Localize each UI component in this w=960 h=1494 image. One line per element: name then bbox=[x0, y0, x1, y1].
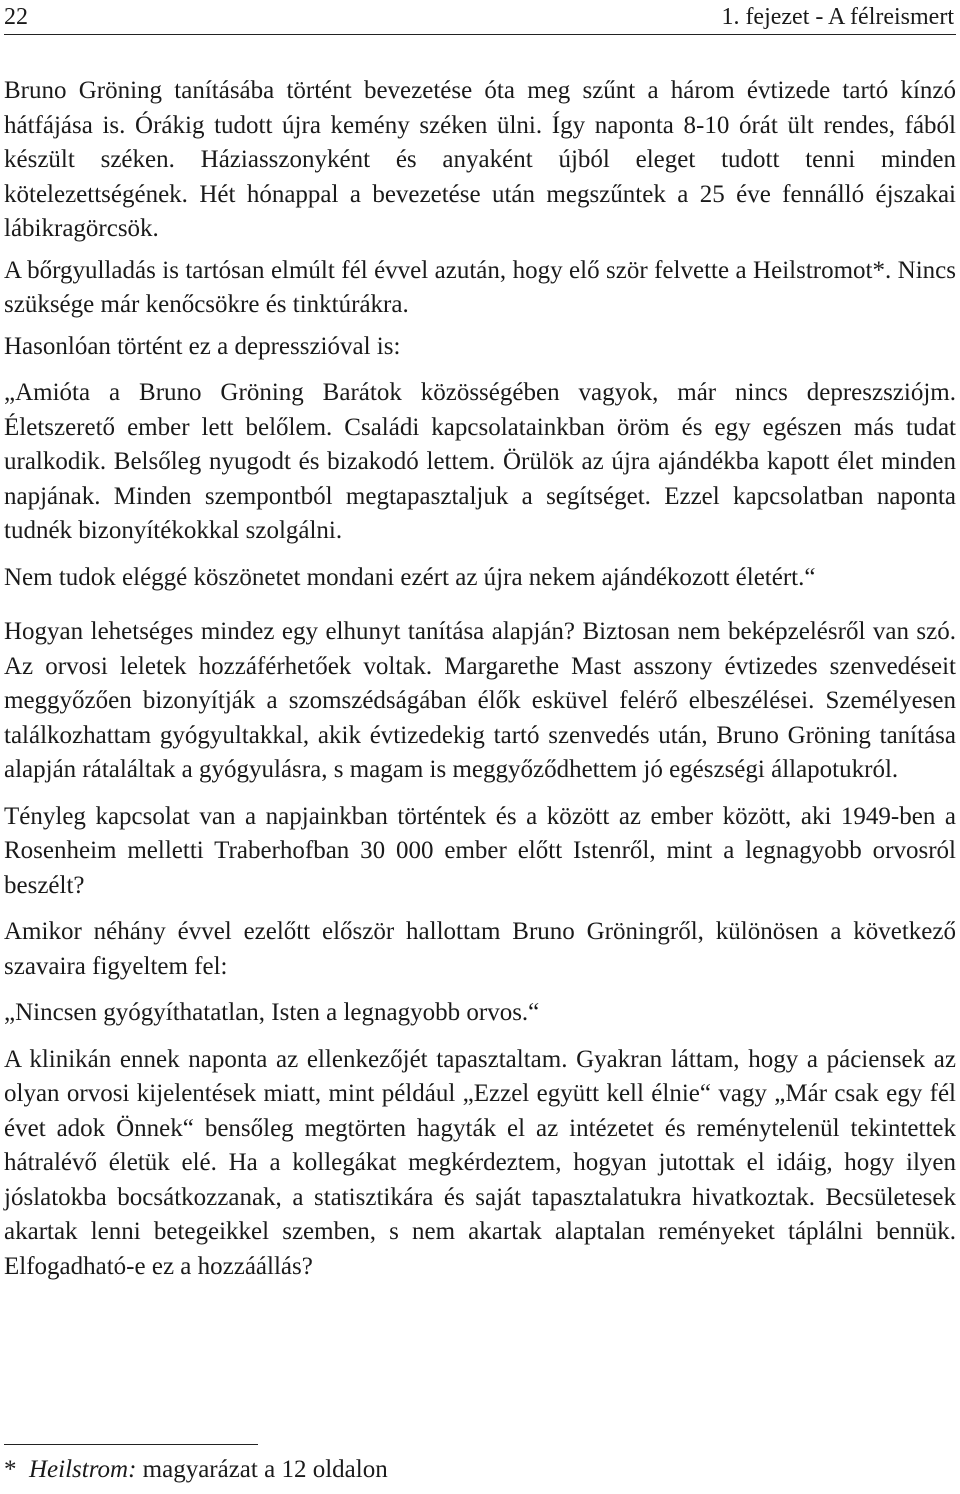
quote-testimony-end: Nem tudok eléggé köszönetet mondani ezért az újra nekem ajándékozott életért.“ bbox=[4, 563, 816, 591]
paragraph-first-heard: Amikor néhány évvel ezelőtt először hallottam Bruno Gröningről, különösen a következő szavaira figyeltem fel: bbox=[4, 918, 956, 980]
body-text bbox=[4, 74, 956, 1291]
paragraph-depression-intro: Hasonlóan történt ez a depresszióval is: bbox=[4, 332, 401, 360]
footnote-marker: * bbox=[4, 1456, 17, 1483]
footnote-text: magyarázat a 12 oldalon bbox=[142, 1456, 388, 1483]
footnote-term: Heilstrom: bbox=[29, 1456, 137, 1483]
paragraph-skin-inflammation: A bőrgyulladás is tartósan elmúlt fél évvel azután, hogy elő ször felvette a Heilstromot*. Nincs szüksége már kenőcsökre és tinktúrákra. bbox=[4, 256, 956, 318]
quote-god-doctor: „Nincsen gyógyíthatatlan, Isten a legnagyobb orvos.“ bbox=[4, 999, 540, 1026]
quote-testimony: „Amióta a Bruno Gröning Barátok közösségében vagyok, már nincs depreszsziójm. Életszerető ember lett belőlem. Családi kapcsolatainkban öröm és egy egészen más tudat uralkodik. Belsőleg nyugodt és bizakodó lettem. Örülök az újra ajándékba kapott élet minden napjának. Minden szempontból megtapasztaljuk a segítséget. Ezzel kapcsolatban naponta tudnék bizonyítékokkal szolgálni. bbox=[4, 379, 956, 544]
paragraph-back-pain: Bruno Gröning tanításába történt bevezetése óta meg szűnt a három évtizede tartó kínzó hátfájása is. Órákig tudott újra kemény széken ülni. Így naponta 8-10 órát ült rendes, fából készült széken. Háziasszonyként és anyaként újból eleget tudott tenni minden kötelezettségének. Hét hónappal a bevezetése után megszűntek a 25 éve fennálló éjszakai lábikragörcsök. bbox=[4, 77, 956, 242]
page-number: 22 bbox=[4, 4, 28, 30]
footnote bbox=[4, 1454, 388, 1486]
paragraph-connection-question: Tényleg kapcsolat van a napjainkban történtek és a között az ember között, aki 1949-ben a Rosenheim melletti Traberhofban 30 000 ember előtt Istenről, mint a legnagyobb orvosról beszélt? bbox=[4, 802, 956, 899]
paragraph-clinic: A klinikán ennek naponta az ellenkezőjét tapasztaltam. Gyakran láttam, hogy a páciensek az olyan orvosi kijelentések miatt, mint például „Ezzel együtt kell élnie“ vagy „Már csak egy fél évet adok Önnek“ bensőleg megtörten hagyták el az intézetet és reménytelenül tekintettek hátralévő életük elé. Ha a kollegákat megkérdeztem, hogyan jutottak el idáig, hogy ilyen jóslatokba bocsátkozzanak, a statisztikára és saját tapasztalatukra hivatkoztak. Becsületesek akartak lenni betegeikkel szemben, s nem akartak alaptalan reményeket táplálni bennük. Elfogadható-e ez a hozzáállás? bbox=[4, 1045, 956, 1280]
running-chapter-title: 1. fejezet - A félreismert bbox=[721, 4, 954, 30]
footnote-rule bbox=[4, 1444, 258, 1445]
page-header bbox=[4, 0, 956, 35]
paragraph-how-possible: Hogyan lehetséges mindez egy elhunyt tanítása alapján? Biztosan nem beképzelésről van szó. Az orvosi leletek hozzáférhetőek voltak. Margarethe Mast asszony évtizedes szenvedéseit meggyőzően bizonyítják a szomszédságában élők esküvel felérő elbeszélései. Személyesen találkozhattam gyógyultakkal, akik évtizedekig tartó szenvedés után, Bruno Gröning tanítása alapján rátaláltak a gyógyulásra, s magam is meggyőződhettem jó egészségi állapotukról. bbox=[4, 618, 956, 783]
